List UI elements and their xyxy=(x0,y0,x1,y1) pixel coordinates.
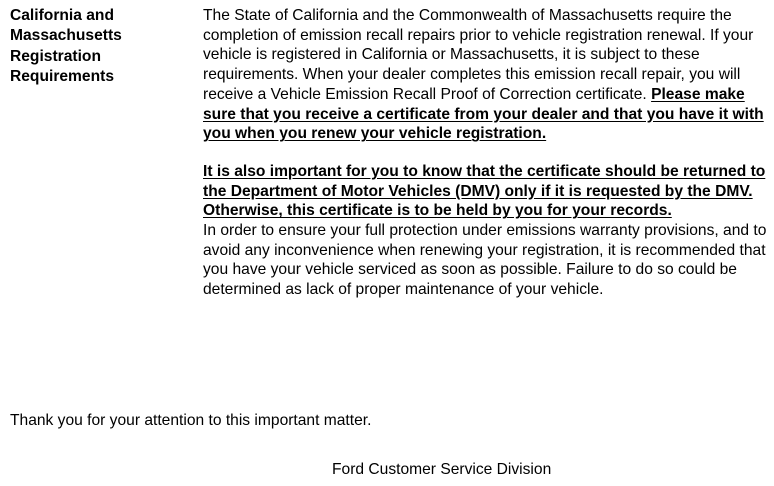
heading-line: Massachusetts xyxy=(10,27,122,45)
section-heading xyxy=(10,6,185,87)
heading-line: California and xyxy=(10,7,114,24)
dmv-notice: It is also important for you to know that the certificate should be returned to the Department of Motor Vehicles (DMV) only if it is requested by the DMV. Otherwise, this certificate is to be held by you for your records. xyxy=(203,162,766,220)
registration-paragraph xyxy=(203,6,769,144)
thank-you-line: Thank you for your attention to this important matter. xyxy=(10,412,372,429)
section-body xyxy=(203,6,769,300)
certificate-notice: Please make sure that you receive a certificate from your dealer and that you have it with you when you renew your vehicle registration. xyxy=(203,85,764,143)
heading-line: Registration xyxy=(10,47,101,65)
heading-line: Requirements xyxy=(10,67,114,85)
registration-text: The State of California and the Commonwealth of Massachusetts require the completion of emission recall repairs prior to vehicle registration renewal. If your vehicle is registered in California or Massachusetts, it is subject to these requirements. When your dealer completes this emission recall repair, you will receive a Vehicle Emission Recall Proof of Correction certificate. xyxy=(203,7,754,103)
signature-line: Ford Customer Service Division xyxy=(332,461,552,478)
warranty-paragraph: In order to ensure your full protection under emissions warranty provisions, and to avoid any inconvenience when renewing your registration, it is recommended that you have your vehicle serviced as soon as possible. Failure to do so could be determined as lack of proper maintenance of your vehicle. xyxy=(203,222,767,299)
